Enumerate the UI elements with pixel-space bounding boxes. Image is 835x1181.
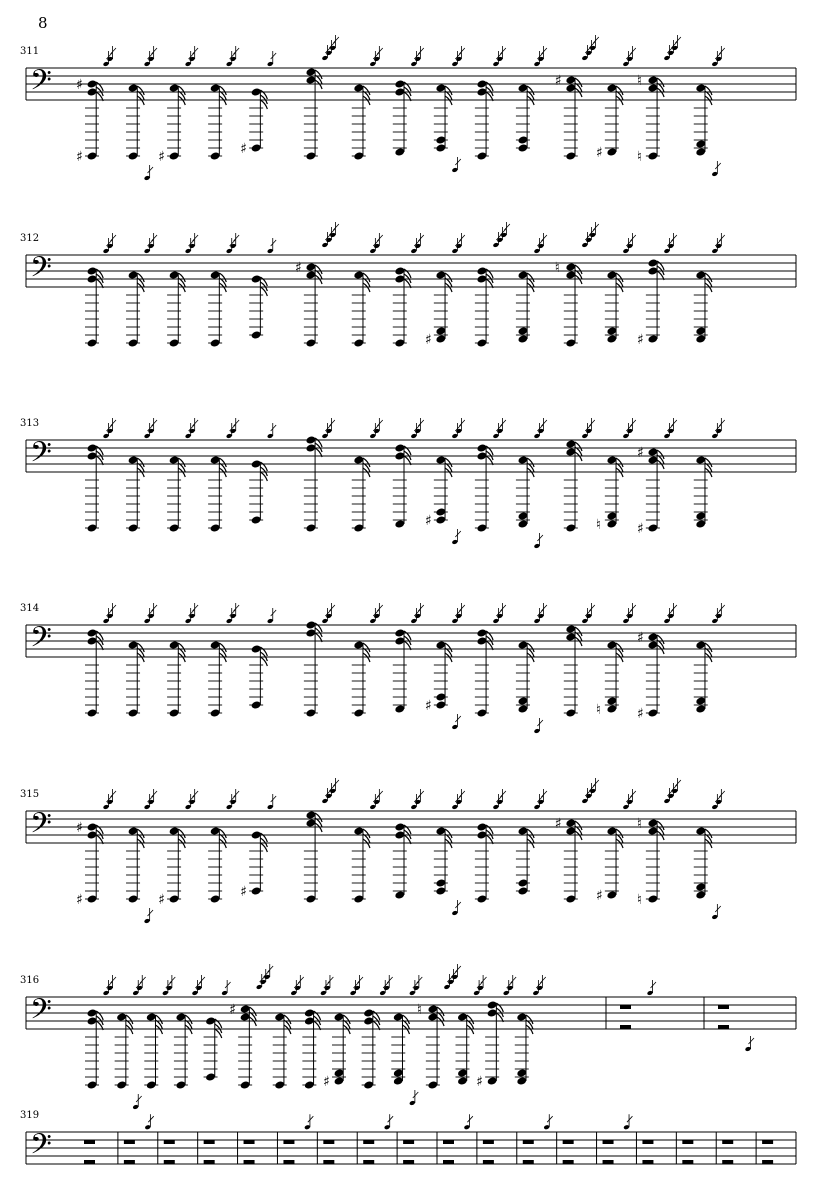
grace-slash xyxy=(193,235,199,241)
accidental: ♯ xyxy=(595,145,603,161)
accidental: ♯ xyxy=(323,1074,330,1090)
grace-slash xyxy=(271,610,277,616)
grace-slash xyxy=(455,159,461,165)
grace-slash xyxy=(651,982,657,988)
accidental: ♮ xyxy=(636,73,642,89)
accidental: ♯ xyxy=(76,820,83,836)
whole-rest xyxy=(620,1005,631,1009)
grace-slash xyxy=(500,420,506,426)
measure-number: 312 xyxy=(20,233,40,244)
whole-rest xyxy=(244,1140,255,1144)
grace-slash xyxy=(148,167,154,173)
half-rest xyxy=(443,1160,454,1164)
whole-rest xyxy=(164,1140,175,1144)
half-rest xyxy=(523,1160,534,1164)
accidental: ♯ xyxy=(476,1074,483,1090)
accidental: ♮ xyxy=(554,260,560,276)
accidental: ♮ xyxy=(595,702,601,718)
whole-rest xyxy=(403,1140,414,1144)
half-rest xyxy=(603,1160,614,1164)
grace-slash xyxy=(170,977,176,983)
grace-slash xyxy=(111,791,117,797)
grace-slash xyxy=(541,48,547,54)
grace-slash xyxy=(111,48,117,54)
grace-slash xyxy=(329,420,335,426)
grace-slash xyxy=(271,425,277,431)
measure-number: 316 xyxy=(20,975,40,986)
grace-slash xyxy=(459,48,465,54)
grace-slash xyxy=(358,977,364,983)
grace-slash xyxy=(199,977,205,983)
grace-slash xyxy=(455,966,461,972)
measure-number: 314 xyxy=(20,603,40,614)
accidental: ♯ xyxy=(158,149,165,165)
bass-clef: 𝄢 xyxy=(30,1128,52,1168)
grace-slash xyxy=(152,420,158,426)
grace-slash xyxy=(418,791,424,797)
half-rest xyxy=(563,1160,574,1164)
grace-slash xyxy=(630,791,636,797)
grace-slash xyxy=(387,977,393,983)
grace-slash xyxy=(459,420,465,426)
grace-slash xyxy=(511,977,517,983)
grace-slash xyxy=(719,48,725,54)
grace-slash xyxy=(593,780,599,786)
grace-slash xyxy=(418,605,424,611)
grace-slash xyxy=(481,977,487,983)
bass-clef: 𝄢 xyxy=(30,64,52,104)
bass-clef: 𝄢 xyxy=(30,621,52,661)
accidental: ♯ xyxy=(76,77,83,93)
grace-slash xyxy=(271,53,277,59)
grace-slash xyxy=(671,235,677,241)
grace-slash xyxy=(671,420,677,426)
half-rest xyxy=(283,1160,294,1164)
half-rest xyxy=(722,1160,733,1164)
grace-slash xyxy=(675,37,681,43)
grace-slash xyxy=(328,977,334,983)
grace-slash xyxy=(418,235,424,241)
grace-slash xyxy=(540,977,546,983)
grace-slash xyxy=(234,605,240,611)
half-rest xyxy=(682,1160,693,1164)
accidental: ♯ xyxy=(554,73,562,89)
grace-slash xyxy=(500,605,506,611)
bass-clef: 𝄢 xyxy=(30,251,52,291)
bass-clef: 𝄢 xyxy=(30,993,52,1033)
whole-rest xyxy=(204,1140,215,1144)
accidental: ♯ xyxy=(424,513,432,529)
accidental: ♯ xyxy=(424,332,432,348)
grace-slash xyxy=(152,235,158,241)
grace-slash xyxy=(152,48,158,54)
grace-slash xyxy=(630,235,636,241)
grace-slash xyxy=(152,605,158,611)
grace-slash xyxy=(271,796,277,802)
grace-slash xyxy=(271,240,277,246)
grace-slash xyxy=(504,224,510,230)
measure-number: 313 xyxy=(20,418,40,429)
grace-slash xyxy=(715,906,721,912)
grace-slash xyxy=(715,163,721,169)
grace-slash xyxy=(377,235,383,241)
accidental: ♯ xyxy=(636,521,644,537)
half-rest xyxy=(483,1160,494,1164)
grace-slash xyxy=(418,48,424,54)
grace-slash xyxy=(111,977,117,983)
grace-slash xyxy=(541,420,547,426)
grace-slash xyxy=(593,224,599,230)
whole-rest xyxy=(483,1140,494,1144)
whole-rest xyxy=(283,1140,294,1144)
half-rest xyxy=(244,1160,255,1164)
accidental: ♯ xyxy=(554,816,562,832)
accidental: ♯ xyxy=(229,1002,236,1018)
accidental: ♯ xyxy=(595,888,603,904)
half-rest xyxy=(718,1025,729,1029)
grace-slash xyxy=(418,420,424,426)
grace-slash xyxy=(627,1116,633,1122)
accidental: ♮ xyxy=(636,816,642,832)
grace-slash xyxy=(152,791,158,797)
measure-number: 315 xyxy=(20,789,40,800)
accidental: ♯ xyxy=(294,260,302,276)
grace-slash xyxy=(148,1116,154,1122)
grace-slash xyxy=(589,605,595,611)
grace-slash xyxy=(333,780,339,786)
grace-slash xyxy=(111,235,117,241)
grace-slash xyxy=(541,235,547,241)
grace-slash xyxy=(541,605,547,611)
grace-slash xyxy=(589,420,595,426)
whole-rest xyxy=(363,1140,374,1144)
grace-slash xyxy=(268,966,274,972)
grace-slash xyxy=(537,720,543,726)
grace-slash xyxy=(193,420,199,426)
grace-slash xyxy=(675,780,681,786)
whole-rest xyxy=(722,1140,733,1144)
accidental: ♯ xyxy=(240,884,247,900)
accidental: ♯ xyxy=(636,332,644,348)
grace-slash xyxy=(630,605,636,611)
grace-slash xyxy=(719,791,725,797)
grace-slash xyxy=(136,1096,142,1102)
grace-slash xyxy=(234,48,240,54)
grace-slash xyxy=(234,420,240,426)
grace-slash xyxy=(308,1116,314,1122)
accidental: ♮ xyxy=(416,1002,422,1018)
half-rest xyxy=(762,1160,773,1164)
grace-slash xyxy=(719,420,725,426)
half-rest xyxy=(620,1025,631,1029)
grace-slash xyxy=(455,531,461,537)
whole-rest xyxy=(523,1140,534,1144)
grace-slash xyxy=(193,48,199,54)
grace-slash xyxy=(459,791,465,797)
grace-slash xyxy=(671,605,677,611)
bass-clef: 𝄢 xyxy=(30,436,52,476)
accidental: ♯ xyxy=(636,445,644,461)
grace-slash xyxy=(630,48,636,54)
whole-rest xyxy=(563,1140,574,1144)
accidental: ♮ xyxy=(636,149,642,165)
accidental: ♯ xyxy=(76,892,83,908)
grace-slash xyxy=(377,605,383,611)
grace-slash xyxy=(749,1038,755,1044)
bass-clef: 𝄢 xyxy=(30,807,52,847)
grace-slash xyxy=(455,716,461,722)
grace-slash xyxy=(377,420,383,426)
whole-rest xyxy=(718,1005,729,1009)
grace-slash xyxy=(111,605,117,611)
grace-slash xyxy=(630,420,636,426)
whole-rest xyxy=(762,1140,773,1144)
grace-slash xyxy=(593,37,599,43)
whole-rest xyxy=(603,1140,614,1144)
accidental: ♮ xyxy=(636,892,642,908)
whole-rest xyxy=(642,1140,653,1144)
accidental: ♯ xyxy=(76,149,83,165)
grace-slash xyxy=(111,420,117,426)
grace-slash xyxy=(140,977,146,983)
accidental: ♯ xyxy=(240,141,247,157)
grace-slash xyxy=(329,605,335,611)
grace-slash xyxy=(537,535,543,541)
grace-slash xyxy=(541,791,547,797)
whole-rest xyxy=(124,1140,135,1144)
half-rest xyxy=(363,1160,374,1164)
measure-number: 319 xyxy=(20,1110,40,1121)
grace-slash xyxy=(459,605,465,611)
whole-rest xyxy=(84,1140,95,1144)
half-rest xyxy=(403,1160,414,1164)
accidental: ♯ xyxy=(158,892,165,908)
half-rest xyxy=(84,1160,95,1164)
grace-slash xyxy=(719,605,725,611)
grace-slash xyxy=(377,48,383,54)
grace-slash xyxy=(234,791,240,797)
grace-slash xyxy=(500,791,506,797)
grace-slash xyxy=(719,235,725,241)
whole-rest xyxy=(682,1140,693,1144)
half-rest xyxy=(323,1160,334,1164)
grace-slash xyxy=(417,977,423,983)
grace-slash xyxy=(459,235,465,241)
grace-slash xyxy=(298,977,304,983)
grace-slash xyxy=(333,37,339,43)
grace-slash xyxy=(148,910,154,916)
half-rest xyxy=(164,1160,175,1164)
accidental: ♮ xyxy=(595,517,601,533)
grace-slash xyxy=(388,1116,394,1122)
grace-slash xyxy=(455,902,461,908)
grace-slash xyxy=(547,1116,553,1122)
grace-slash xyxy=(193,791,199,797)
grace-slash xyxy=(193,605,199,611)
accidental: ♯ xyxy=(636,630,644,646)
grace-slash xyxy=(467,1116,473,1122)
grace-slash xyxy=(234,235,240,241)
accidental: ♯ xyxy=(636,706,644,722)
accidental: ♯ xyxy=(424,698,432,714)
grace-slash xyxy=(413,1092,419,1098)
whole-rest xyxy=(323,1140,334,1144)
whole-rest xyxy=(443,1140,454,1144)
page-number: 8 xyxy=(38,14,48,32)
grace-slash xyxy=(225,982,231,988)
grace-slash xyxy=(333,224,339,230)
half-rest xyxy=(204,1160,215,1164)
measure-number: 311 xyxy=(20,46,40,57)
half-rest xyxy=(124,1160,135,1164)
grace-slash xyxy=(500,48,506,54)
grace-slash xyxy=(377,791,383,797)
half-rest xyxy=(642,1160,653,1164)
